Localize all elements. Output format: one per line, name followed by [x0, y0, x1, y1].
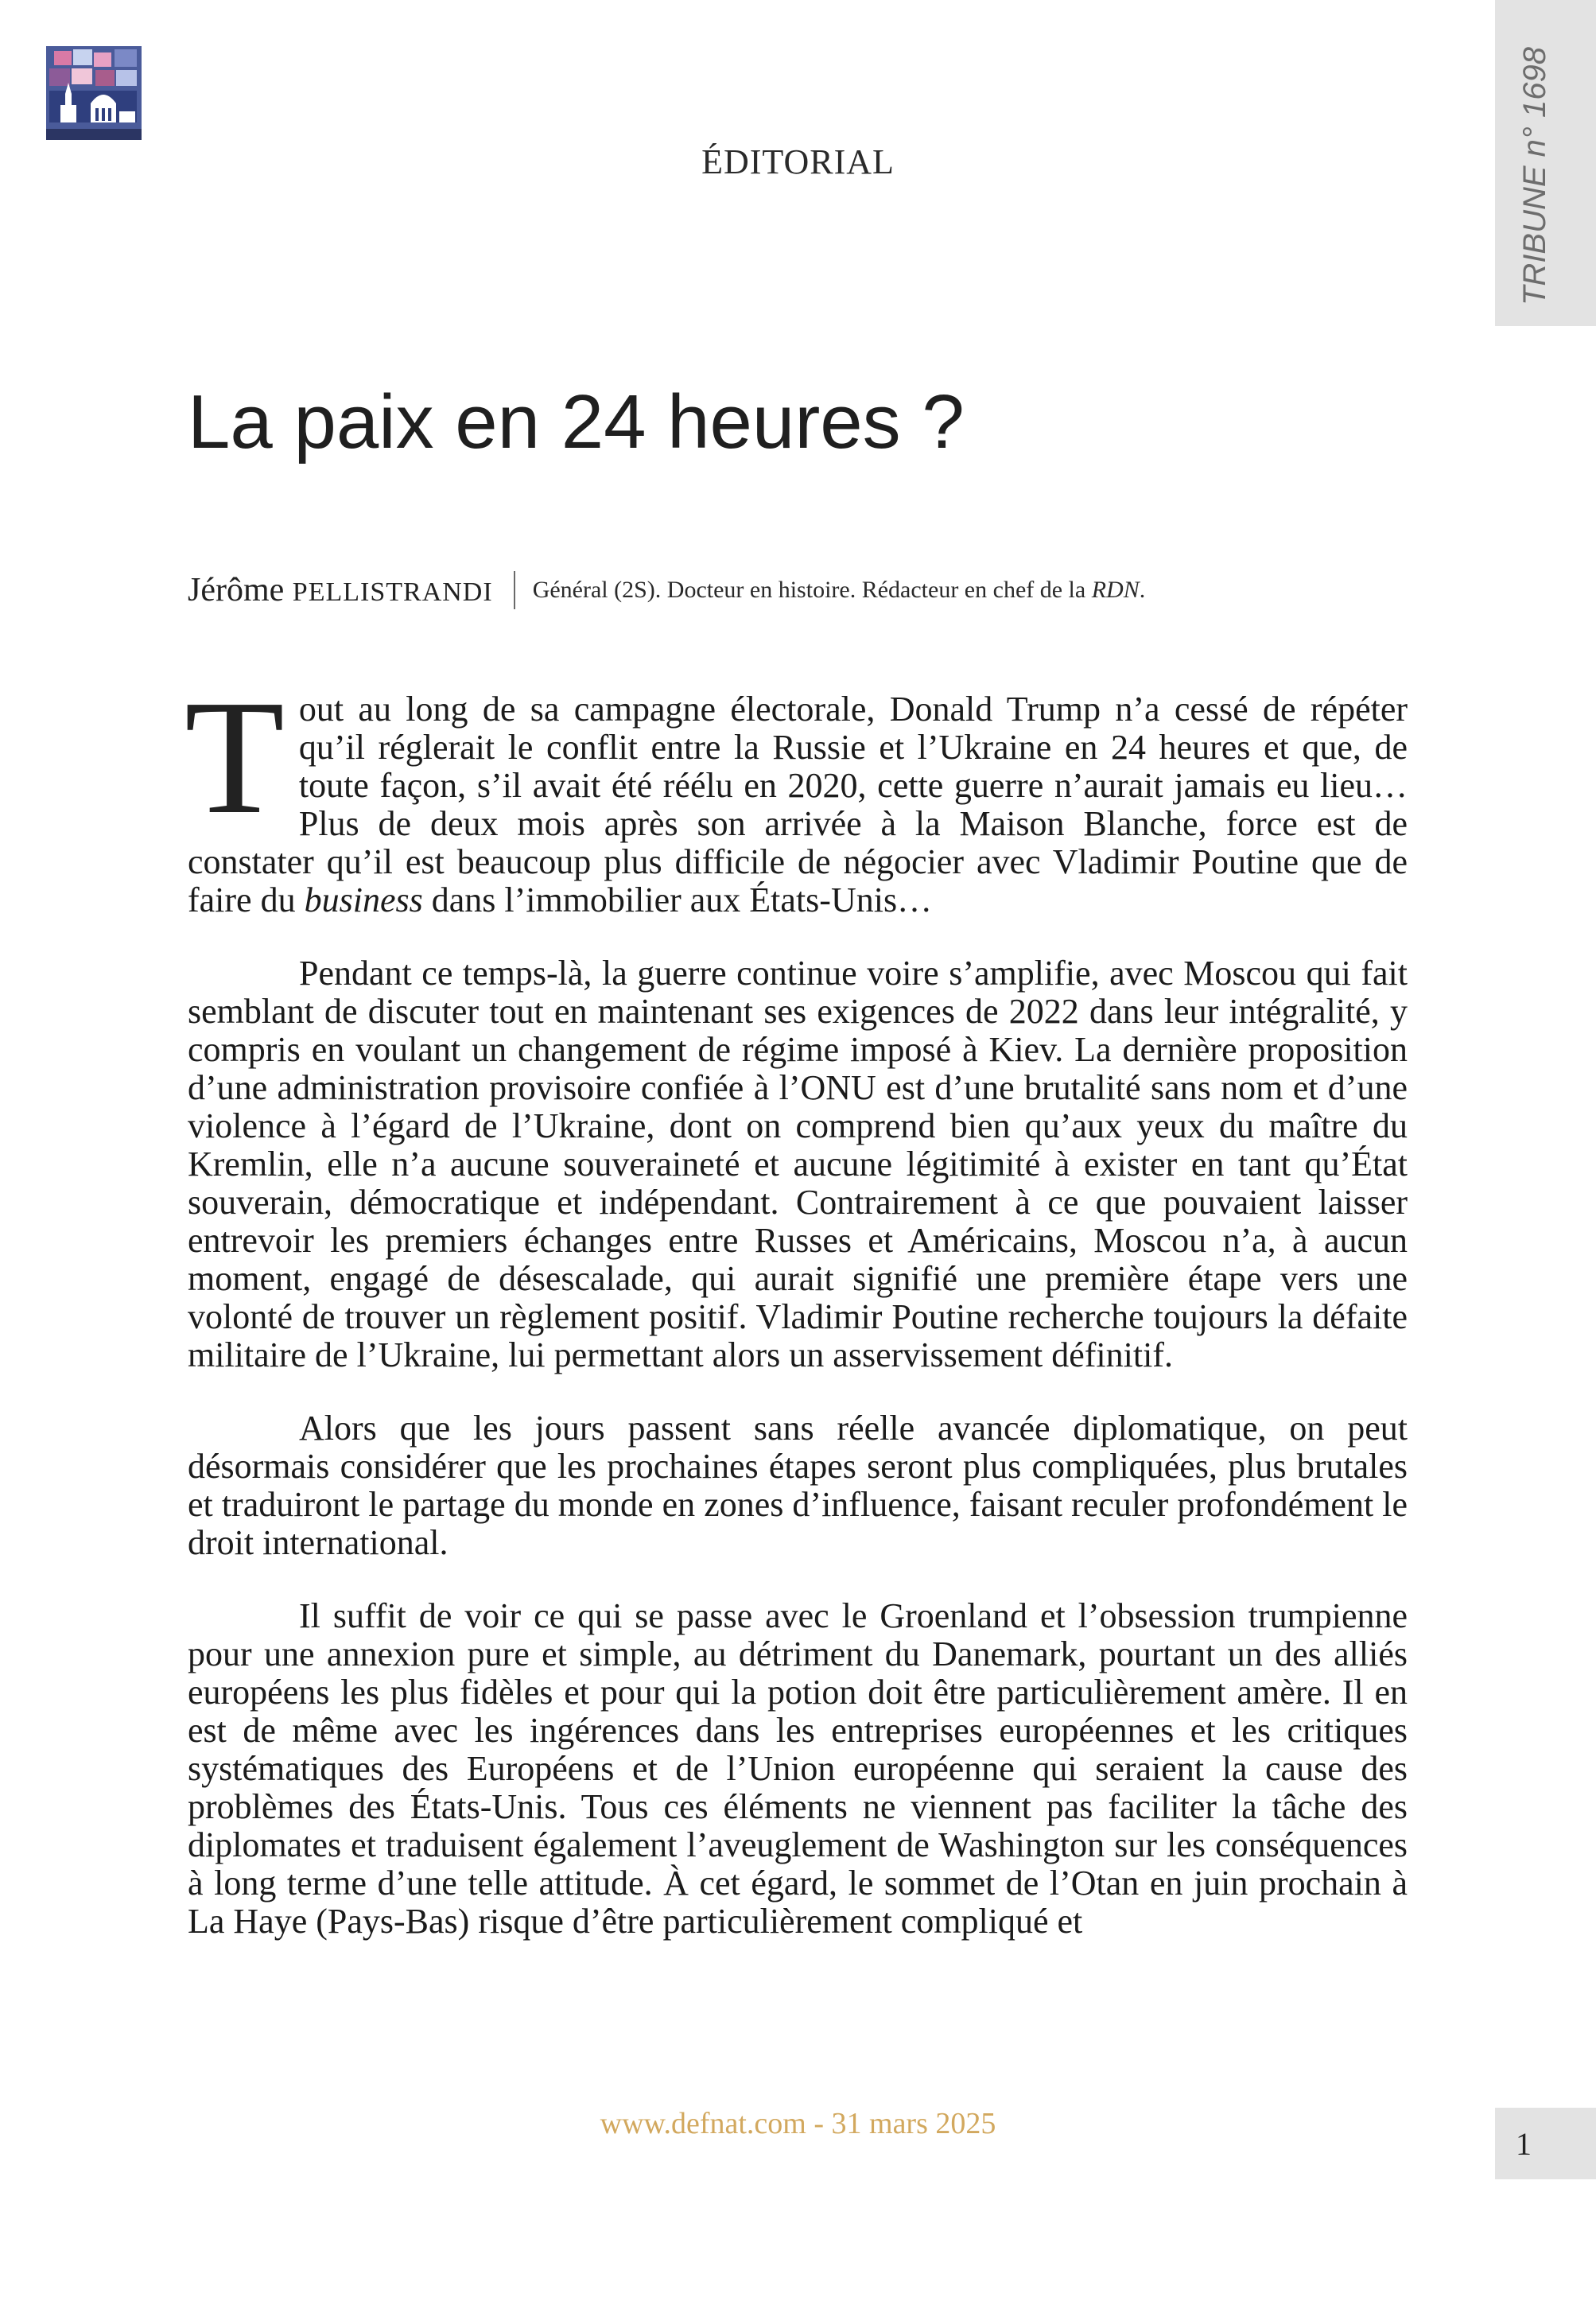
drop-cap: T [184, 666, 285, 848]
publisher-logo [46, 46, 142, 140]
author-description: Général (2S). Docteur en histoire. Rédacteur en chef de la RDN. [532, 577, 1146, 603]
page-number: 1 [1516, 2126, 1532, 2162]
author-last-name: PELLISTRANDI [292, 577, 493, 607]
page-number-tab [1495, 2108, 1596, 2179]
author-name [188, 571, 493, 609]
paragraph-4: Il suffit de voir ce qui se passe avec le Groenland et l’obsession trumpienne pour une annexion pure et simple, au détriment du Danemark, pourtant un des alliés européens les plus fidèles et pour qui la potion doit être particulièrement amère. Il en est de même avec les ingérences dans les entreprises européennes et les critiques systématiques des Européens et de l’Union européenne qui seraient la cause des problèmes des États-Unis. Tous ces éléments ne viennent pas faciliter la tâche des diplomates et traduisent également l’aveuglement de Washington sur les conséquences à long terme d’une telle attitude. À cet égard, le sommet de l’Otan en juin prochain à La Haye (Pays-Bas) risque d’être particulièrement compliqué et [188, 1596, 1408, 1941]
paragraph-2: Pendant ce temps-là, la guerre continue voire s’amplifie, avec Moscou qui fait semblant de discuter tout en maintenant ses exigences de 2022 dans leur intégralité, y compris en voulant un changement de régime imposé à Kiev. La dernière proposition d’une administration provisoire confiée à l’ONU est d’une brutalité sans nom et d’une violence à l’égard de l’Ukraine, dont on comprend bien qu’aux yeux du maître du Kremlin, elle n’a aucune souveraineté et aucune légitimité à exister en tant qu’État souverain, démocratique et indépendant. Contrairement à ce que pouvaient laisser entrevoir les premiers échanges entre Russes et Américains, Moscou n’a, à aucun moment, engagé de désescalade, qui aurait signifié une première étape vers une volonté de trouver un règlement positif. Vladimir Poutine recherche toujours la défaite militaire de l’Ukraine, lui permettant alors un asservissement définitif. [188, 954, 1408, 1374]
footer-source: www.defnat.com - 31 mars 2025 [600, 2107, 996, 2140]
article-body [184, 666, 1408, 1976]
byline-divider [514, 571, 515, 609]
section-label: ÉDITORIAL [701, 142, 895, 181]
byline [188, 571, 1145, 609]
article-title: La paix en 24 heures ? [188, 379, 965, 464]
paragraph-1: Tout au long de sa campagne électorale, Donald Trump n’a cessé de répéter qu’il réglerait le conflit entre la Russie et l’Ukraine en 24 heures et que, de toute façon, s’il avait été réélu en 2020, cette guerre n’aurait jamais eu lieu… Plus de deux mois après son arrivée à la Maison Blanche, force est de constater qu’il est beaucoup plus difficile de négocier avec Vladimir Poutine que de faire du business dans l’immobilier aux États-Unis… [184, 666, 1408, 919]
paragraph-3: Alors que les jours passent sans réelle avancée diplomatique, on peut désormais considérer que les prochaines étapes seront plus compliquées, plus brutales et traduiront le partage du monde en zones d’influence, faisant reculer profondément le droit international. [188, 1409, 1408, 1562]
tribune-number: TRIBUNE n° 1698 [1517, 46, 1552, 305]
author-first-name: Jérôme [188, 572, 285, 608]
